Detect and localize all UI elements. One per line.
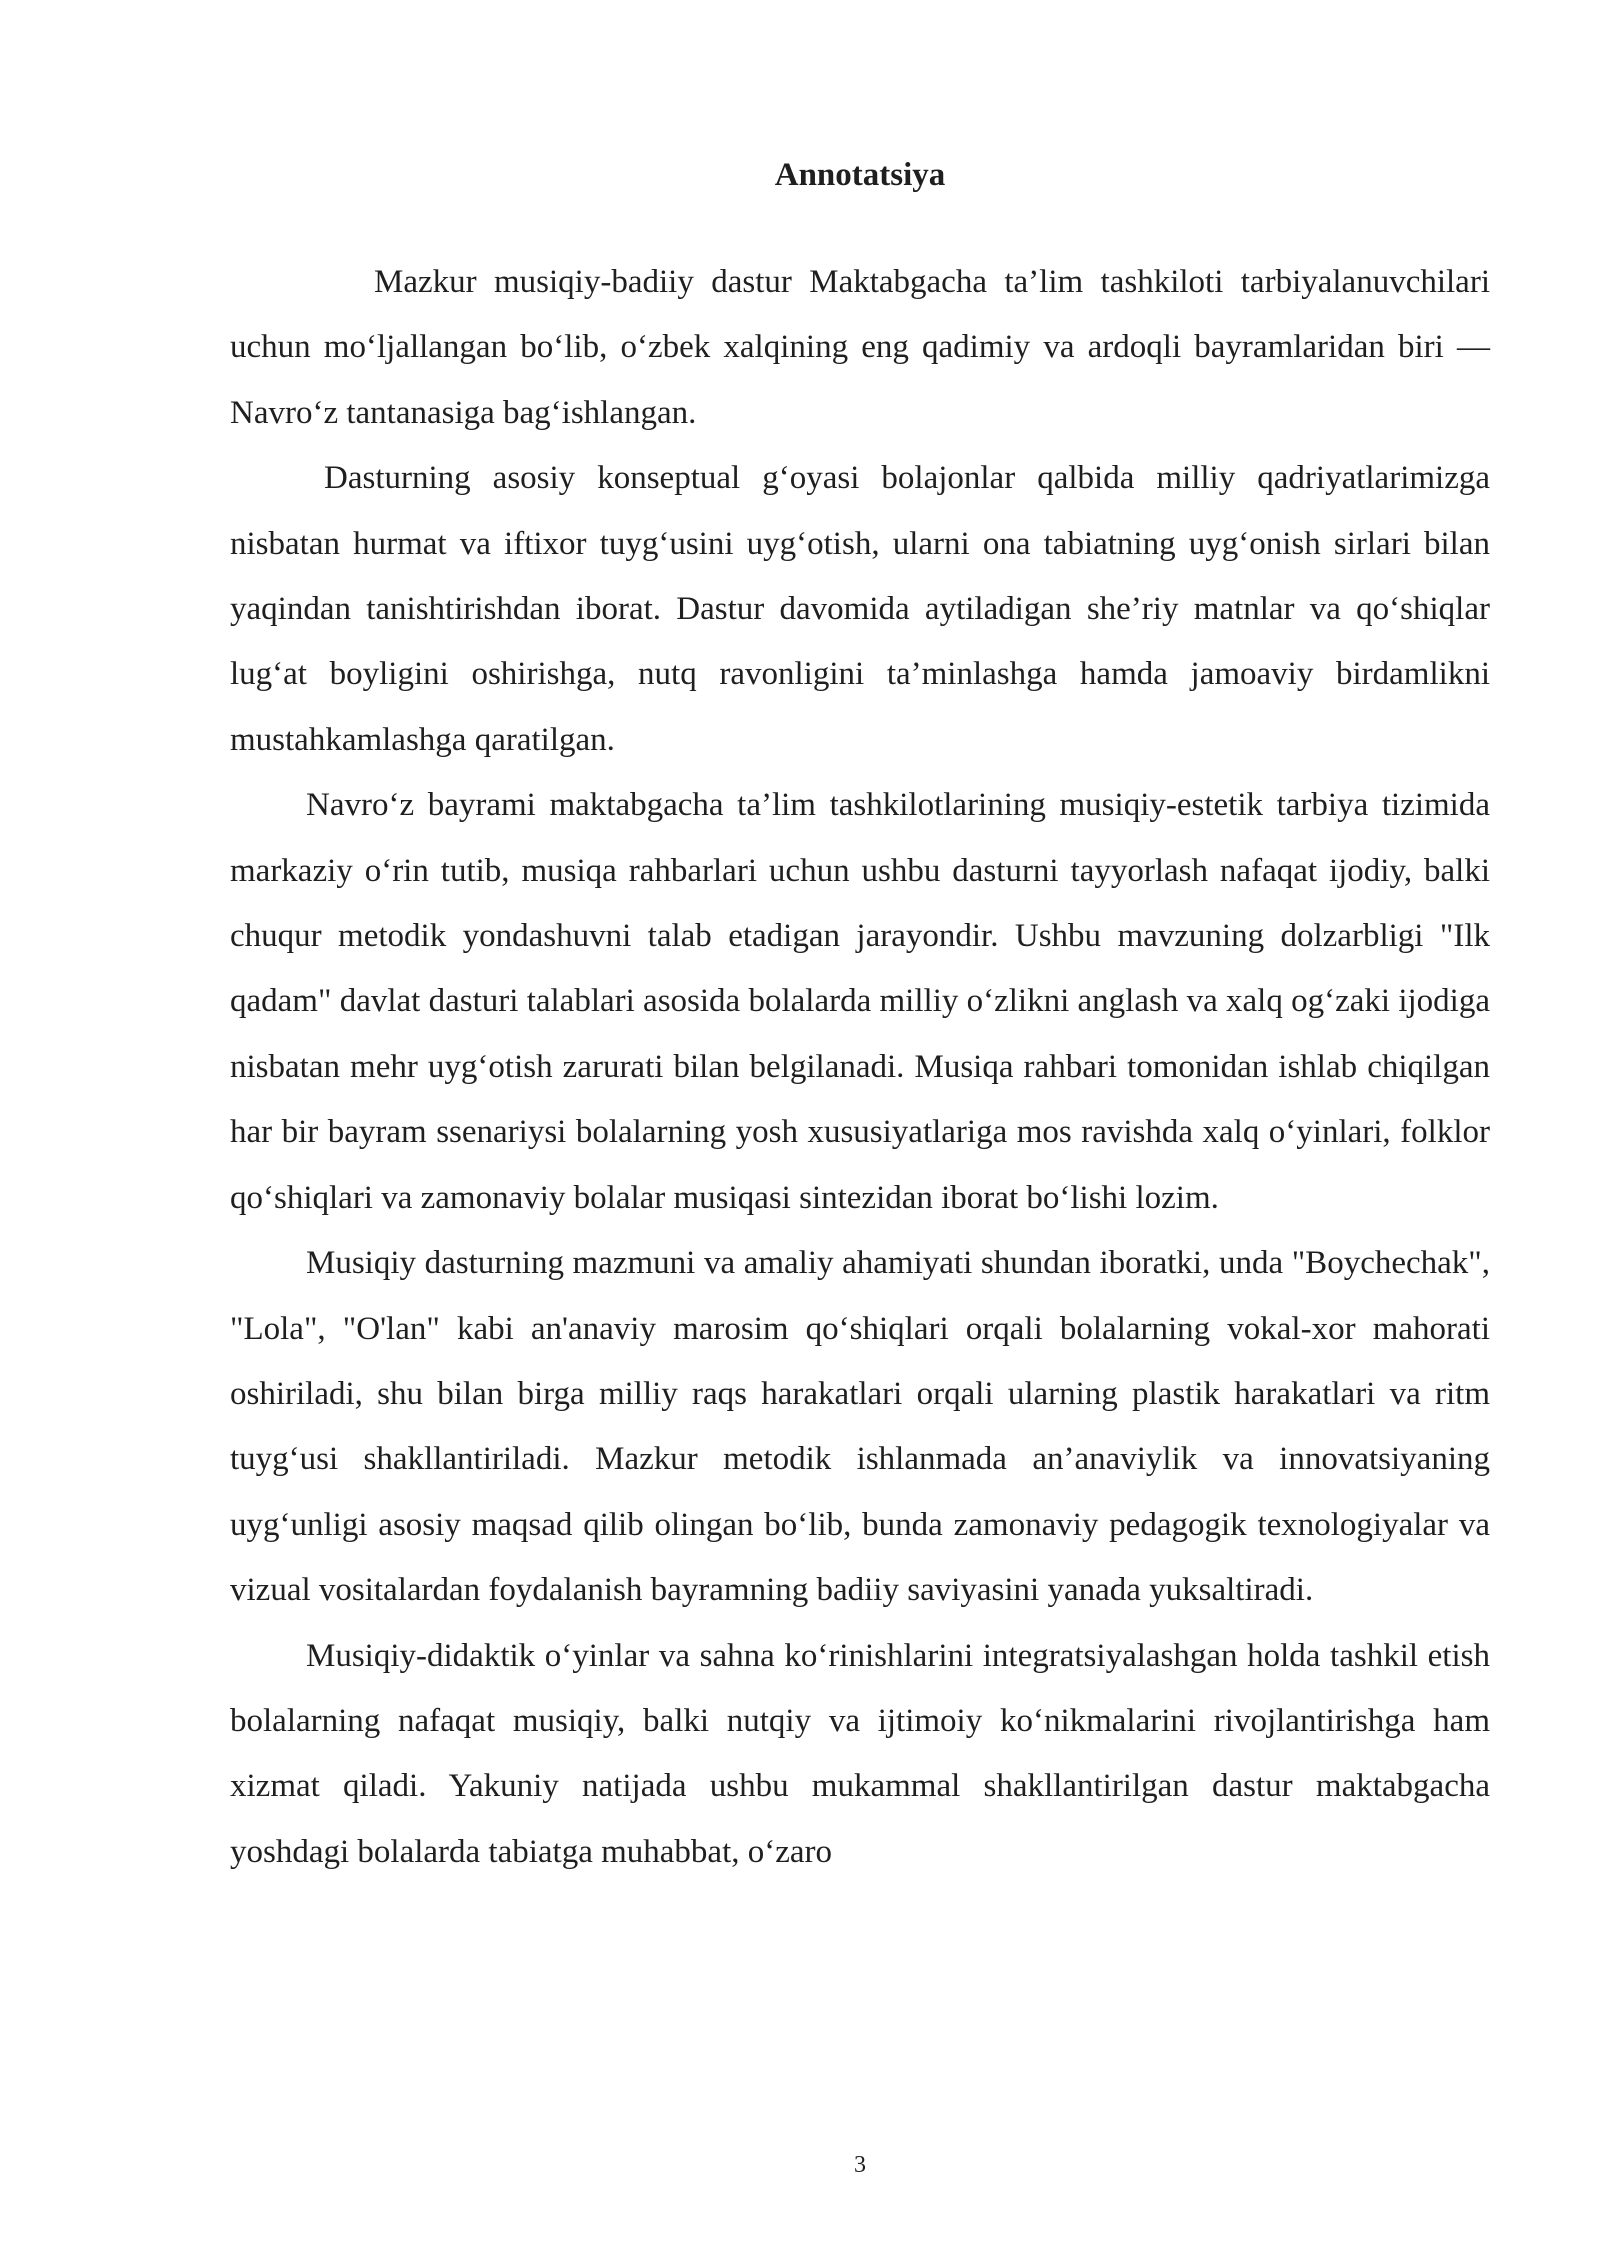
page-title: Annotatsiya (774, 157, 946, 193)
page-number: 3 (854, 2152, 866, 2178)
paragraph-intro: Mazkur musiqiy-badiiy dastur Maktabgacha ta’lim tashkiloti tarbiyalanuvchilari uchun mo‘ljallangan bo‘lib, o‘zbek xalqining eng qadimiy va ardoqli bayramlaridan biri — Navro‘z tantanasiga bag‘ishlangan. (230, 264, 1490, 431)
paragraph-content: Musiqiy dasturning mazmuni va amaliy ahamiyati shundan iboratki, unda "Boychechak", "Lola", "O'lan" kabi an'anaviy marosim qo‘shiqlari orqali bolalarning vokal-xor mahorati oshiriladi, shu bilan birga milliy raqs harakatlari orqali ularning plastik harakatlari va ritm tuyg‘usi shakllantiriladi. Mazkur metodik ishlanmada an’anaviylik va innovatsiyaning uyg‘unligi asosiy maqsad qilib olingan bo‘lib, bunda zamonaviy pedagogik texnologiyalar va vizual vositalardan foydalanish bayramning badiiy saviyasini yanada yuksaltiradi. (230, 1245, 1490, 1609)
annotation-body (230, 250, 1490, 1885)
paragraph-didactic: Musiqiy-didaktik o‘yinlar va sahna ko‘rinishlarini integratsiyalashgan holda tashkil etish bolalarning nafaqat musiqiy, balki nutqiy va ijtimoiy ko‘nikmalarini rivojlantirishga ham xizmat qiladi. Yakuniy natijada ushbu mukammal shakllantirilgan dastur maktabgacha yoshdagi bolalarda tabiatga muhabbat, o‘zaro (230, 1637, 1490, 1870)
paragraph-concept: Dasturning asosiy konseptual g‘oyasi bolajonlar qalbida milliy qadriyatlarimizga nisbatan hurmat va iftixor tuyg‘usini uyg‘otish, ularni ona tabiatning uyg‘onish sirlari bilan yaqindan tanishtirishdan iborat. Dastur davomida aytiladigan she’riy matnlar va qo‘shiqlar lug‘at boyligini oshirishga, nutq ravonligini ta’minlashga hamda jamoaviy birdamlikni mustahkamlashga qaratilgan. (230, 460, 1490, 758)
paragraph-navruz: Navro‘z bayrami maktabgacha ta’lim tashkilotlarining musiqiy-estetik tarbiya tizimida markaziy o‘rin tutib, musiqa rahbarlari uchun ushbu dasturni tayyorlash nafaqat ijodiy, balki chuqur metodik yondashuvni talab etadigan jarayondir. Ushbu mavzuning dolzarbligi "Ilk qadam" davlat dasturi talablari asosida bolalarda milliy o‘zlikni anglash va xalq og‘zaki ijodiga nisbatan mehr uyg‘otish zarurati bilan belgilanadi. Musiqa rahbari tomonidan ishlab chiqilgan har bir bayram ssenariysi bolalarning yosh xususiyatlariga mos ravishda xalq o‘yinlari, folklor qo‘shiqlari va zamonaviy bolalar musiqasi sintezidan iborat bo‘lishi lozim. (230, 787, 1490, 1216)
